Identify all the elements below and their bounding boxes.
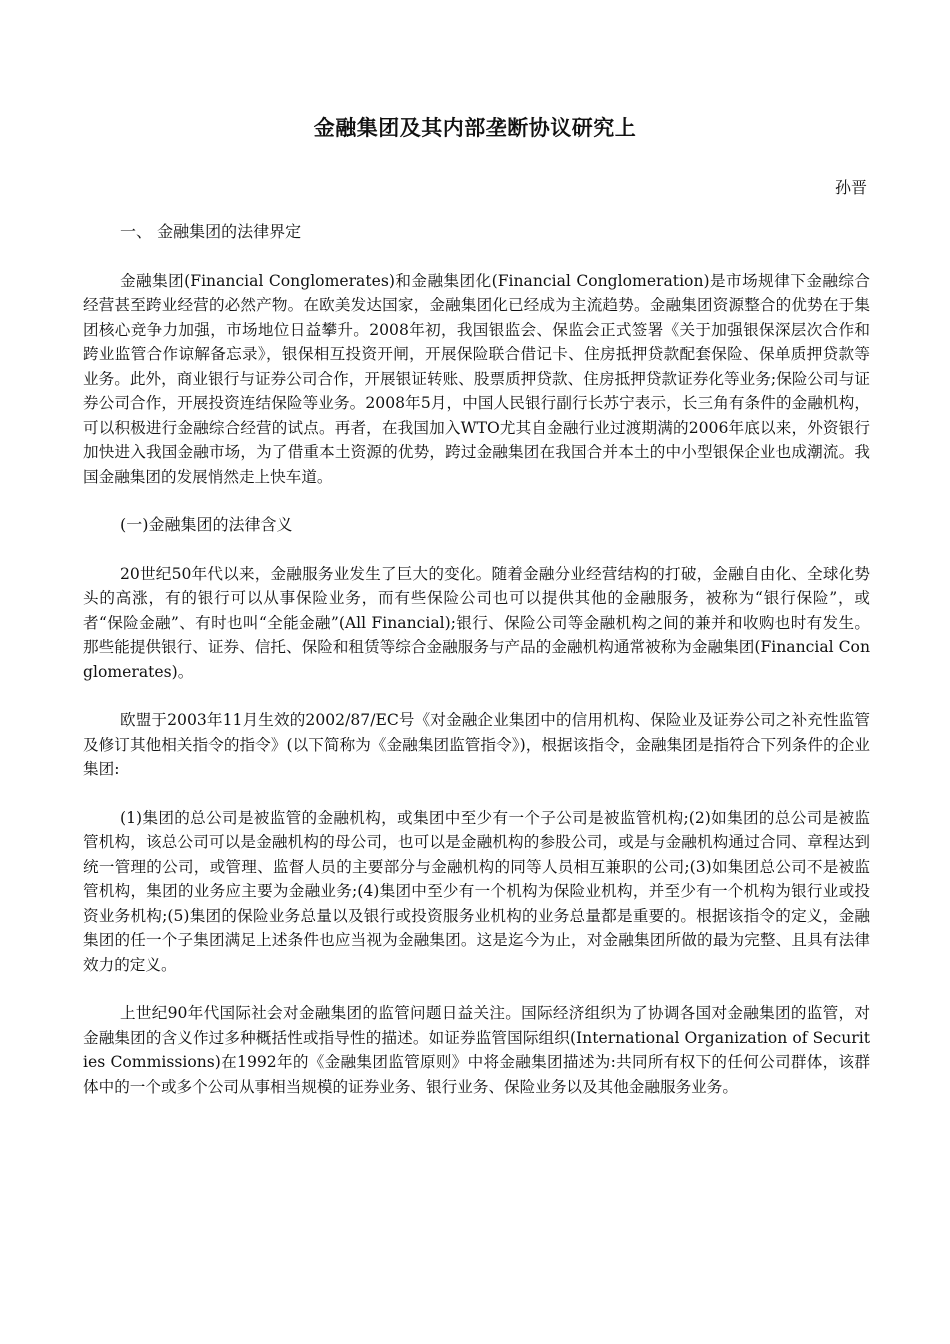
paragraph-introduction: 金融集团(Financial Conglomerates)和金融集团化(Financial Conglomeration)是市场规律下金融综合经营甚至跨业经营的必然产物。在欧美发达国家，金融集团化已经成为主流趋势。金融集团资源整合的优势在于集团核心竞争力加强，市场地位日益攀升。2008年初，我国银监会、保监会正式签署《关于加强银保深层次合作和跨业监管合作谅解备忘录》，银保相互投资开闸，开展保险联合借记卡、住房抵押贷款配套保险、保单质押贷款等业务。此外，商业银行与证券公司合作，开展银证转账、股票质押贷款、住房抵押贷款证券化等业务;保险公司与证券公司合作，开展投资连结保险等业务。2008年5月，中国人民银行副行长苏宁表示，长三角有条件的金融机构，可以积极进行金融综合经营的试点。再者，在我国加入WTO尤其自金融行业过渡期满的2006年底以来，外资银行加快进入我国金融市场，为了借重本土资源的优势，跨过金融集团在我国合并本土的中小型银保企业也成潮流。我国金融集团的发展悄然走上快车道。 <box>83 271 870 486</box>
document-title: 金融集团及其内部垄断协议研究上 <box>313 116 637 140</box>
paragraph-international-supervision: 上世纪90年代国际社会对金融集团的监管问题日益关注。国际经济组织为了协调各国对金融集团的监管，对金融集团的含义作过多种概括性或指导性的描述。如证券监管国际组织(International Organization of Securities Commissions)在1992年的《金融集团监管原则》中将金融集团描述为:共同所有权下的任何公司群体，该群体中的一个或多个公司从事相当规模的证券业务、银行业务、保险业务以及其他金融服务业务。 <box>83 1004 870 1096</box>
document-body <box>83 220 870 1123</box>
paragraph-conditions-list: (1)集团的总公司是被监管的金融机构，或集团中至少有一个子公司是被监管机构;(2)如集团的总公司是被监管机构，该总公司可以是金融机构的母公司，也可以是金融机构的参股公司，或是与金融机构通过合同、章程达到统一管理的公司，或管理、监督人员的主要部分与金融机构的同等人员相互兼职的公司;(3)如集团总公司不是被监管机构，集团的业务应主要为金融业务;(4)集团中至少有一个机构为保险业机构，并至少有一个机构为银行业或投资业务机构;(5)集团的保险业务总量以及银行或投资服务业机构的业务总量都是重要的。根据该指令的定义，金融集团的任一个子集团满足上述条件也应当视为金融集团。这是迄今为止，对金融集团所做的最为完整、且具有法律效力的定义。 <box>83 808 870 974</box>
author-name: 孙晋 <box>834 178 867 197</box>
subsection-heading-legal-meaning: (一)金融集团的法律含义 <box>120 515 293 534</box>
section-heading-legal-definition: 一、 金融集团的法律界定 <box>120 222 302 241</box>
paragraph-financial-services-change: 20世纪50年代以来，金融服务业发生了巨大的变化。随着金融分业经营结构的打破，金融自由化、全球化势头的高涨，有的银行可以从事保险业务，而有些保险公司也可以提供其他的金融服务，被称为“银行保险”，或者“保险金融”、有时也叫“全能金融”(All Financial);银行、保险公司等金融机构之间的兼并和收购也时有发生。那些能提供银行、证券、信托、保险和租赁等综合金融服务与产品的金融机构通常被称为金融集团(Financial Conglomerates)。 <box>83 564 870 681</box>
paragraph-eu-directive: 欧盟于2003年11月生效的2002/87/EC号《对金融企业集团中的信用机构、保险业及证券公司之补充性监管及修订其他相关指令的指令》(以下简称为《金融集团监管指令》)，根据该指令，金融集团是指符合下列条件的企业集团: <box>83 711 870 778</box>
